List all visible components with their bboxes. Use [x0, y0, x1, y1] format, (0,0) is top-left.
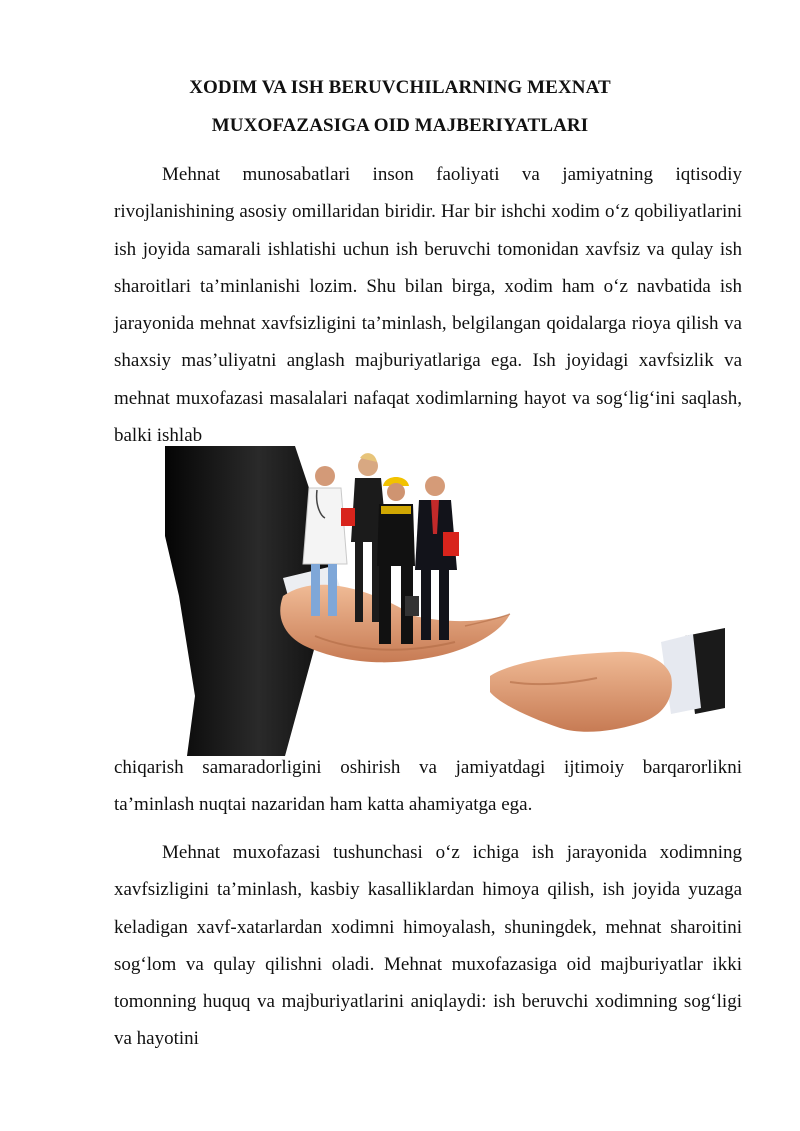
paragraph-intro-continued: chiqarish samaradorligini oshirish va jamiyatdagi ijtimoiy barqarorlikni ta’minlash nuqtai nazaridan ham katta ahamiyatga ega. [114, 757, 742, 816]
paragraph-labor-protection: Mehnat muxofazasi tushunchasi o‘z ichiga ish jarayonida xodimning xavfsizligini ta’minlash, kasbiy kasalliklardan himoya qilish, ish joyida yuzaga keladigan xavf-xatarlardan xodimni himoyalash, shuningdek, mehnat sharoitini sog‘lom va qulay qilishni oladi. Mehnat muxofazasiga oid majburiyatlar ikki tomonning huquq va majburiyatlarini aniqlaydi: ish beruvchi xodimning sog‘ligi va hayotini [114, 842, 742, 1050]
page-title-line-1: XODIM VA ISH BERUVCHILARNING MEXNAT [189, 77, 611, 98]
paragraph-intro: Mehnat munosabatlari inson faoliyati va jamiyatning iqtisodiy rivojlanishining asosiy omillaridan biridir. Har bir ishchi xodim o‘z qobiliyatlarini ish joyida samarali ishlatishi uchun ish beruvchi tomonidan xavfsiz va qulay ish sharoitlari ta’minlanishi lozim. Shu bilan birga, xodim ham o‘z navbatida ish jarayonida mehnat xavfsizligini ta’minlash, belgilangan qoidalarga rioya qilish va shaxsiy mas’uliyatni anglash majburiyatlariga ega. Ish joyidagi xavfsizlik va mehnat muxofazasi masalalari nafaqat xodimlarning hayot va sog‘lig‘ini saqlash, balki ishlab [114, 164, 742, 447]
workers-on-palm-illustration [165, 446, 725, 756]
right-palm [490, 652, 672, 732]
page-title-line-2: MUXOFAZASIGA OID MAJBERIYATLARI [211, 115, 589, 136]
businessman-figure [415, 476, 459, 640]
